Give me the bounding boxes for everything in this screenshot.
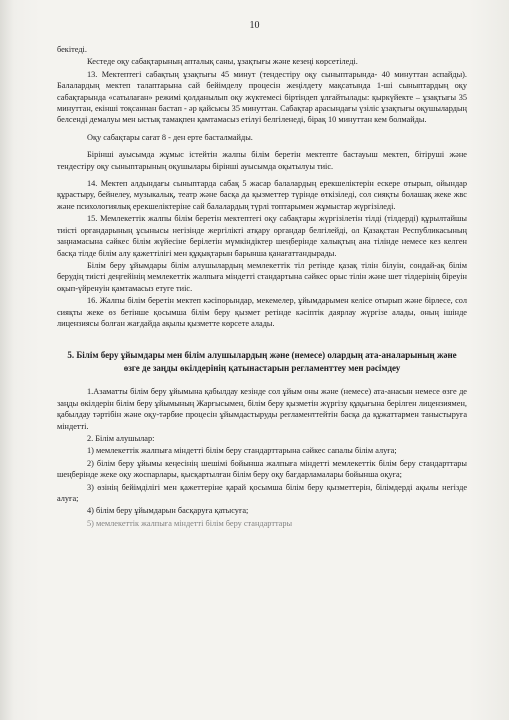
paragraph: Оқу сабақтары сағат 8 - ден ерте басталмайды. [87,132,253,142]
list-item: 4) білім беру ұйымдарын басқаруға қатысуға; [87,506,249,516]
list-intro: 2. Білім алушылар: [87,433,155,443]
list-item: 2) білім беру ұйымы кеңесінің шешімі бойынша жалпыға міндетті мемлекеттік білім беру стандарттары шеңберінде жеке оқу жоспарлары, қысқартылған білім беру оқу бағдарламалары бойынша оқуға; [57,458,467,480]
paragraph: 13. Мектептегі сабақтың ұзақтығы 45 минут (тендестіру оқу сыныптарында- 40 минуттан аспайды). Балалардың мектеп талаптарына сай бейімделу процесін жеңілдету мақсатында 1-ші сыныптардың оқу сабақтарында «сатылаған» режимі қолданылып оқу жүктемесі біртіндеп ұлғайтылады: қыркүйекте – ұзақтығы 35 минуттан, екінші тоқсаннан бастап - әр қайсысы 35 минуттан. Сабақтар арасындағы үзіліс ұзақтығы оқушылардың белсенді демалуы мен ыстық тамақпен қамтамасыз етілуі белгіленеді, бірақ 10 минуттан кем болмайды. [57,69,467,125]
section-heading: 5. Білім беру ұйымдары мен білім алушылардың және (немесе) олардың ата-аналарының және өзге де заңды өкілдерінің қатынастарын регламенттеу мен рәсімдеу [67,350,457,373]
paragraph: 1.Азаматты білім беру ұйымына қабылдау кезінде сол ұйым оны және (немесе) ата-анасын немесе өзге де заңды өкілдерін білім беру ұйымының Жарғысымен, білім беру қызметін жүргізу құқығына берілген лицензиямен, қабылдау тәртібін және оқу-тәрбие процесін ұйымдастыруды регламенттейтін басқа да құжаттармен таныстыруға міндетті. [57,387,467,431]
page-number: 10 [249,20,260,31]
paragraph: Білім беру ұйымдары білім алушылардың мемлекеттік тіл ретінде қазақ тілін білуін, сондай-ақ білім берудің тиісті деңгейінің мемлекеттік жалпыға міндетті стандартына сәйкес орыс тілін және шет тілдерінің біреуін оқып-үйренуін қамтамасыз етуге тиіс. [57,260,467,293]
paragraph: бекітеді. [57,45,87,54]
list-item: 5) мемлекеттік жалпыға міндетті білім беру стандарттары [87,518,293,528]
document-body [57,44,467,530]
paragraph: 14. Мектеп алдындағы сыныптарда сабақ 5 жасар балалардың ерекшеліктерін ескере отырып, ойындар құрастыру, бейнелеу, музыкалық, театр және басқа да қызметтер түрінде өткізіледі, сол сияқты болашақ жеке жвс және психологиялық ерекшеліктеріне сай балалардың түрлі топтарымен жұмыстар жүргізіледі. [57,179,467,211]
paragraph: 16. Жалпы білім беретін мектеп кәсіпорындар, мекемелер, ұйымдарымен келісе отырып және бірлесе, сол сияқты жеке өз бетінше қосымша білім беру қызмет ретінде кәсіптік даярлау жүргізе алады, оның ішінде лицензиясы болған жағдайда ақылы қызметте көрсете алады. [57,296,467,328]
paragraph: Кестеде оқу сабақтарының апталық саны, ұзақтығы және кезеңі көрсетіледі. [87,57,358,67]
paragraph: Бірінші ауысымда жұмыс істейтін жалпы білім беретін мектепте бастауыш мектеп, бітіруші және тендестіру оқу сыныптарының оқушылары бірінші ауысымда оқытылуы тиіс. [57,150,467,171]
list-item: 3) өзінің бейімділігі мен қажеттеріне қарай қосымша білім беру қызметтерін, білімдерді ақылы негізде алуға; [57,482,467,503]
paragraph: 15. Мемлекеттік жалпы білім беретін мектептегі оқу сабақтары жүргізілетін тілді (тілдерді) құрылтайшы тиісті органдарының ұсынысы негізінде жергілікті атқару органдар белгілейді, ол Қазақстан Республикасының заңнамасына сәйкес білім жүйесіне берілетін мүмкіндіктер шеңберінде халықтың ана тілінде немесе кез келген басқа тілде білім алу қажеттілігі мен құқықтарын барынша қанағаттандырады. [57,214,467,258]
list-item: 1) мемлекеттік жалпыға міндетті білім беру стандарттарына сәйкес сапалы білім алуға; [87,446,397,456]
